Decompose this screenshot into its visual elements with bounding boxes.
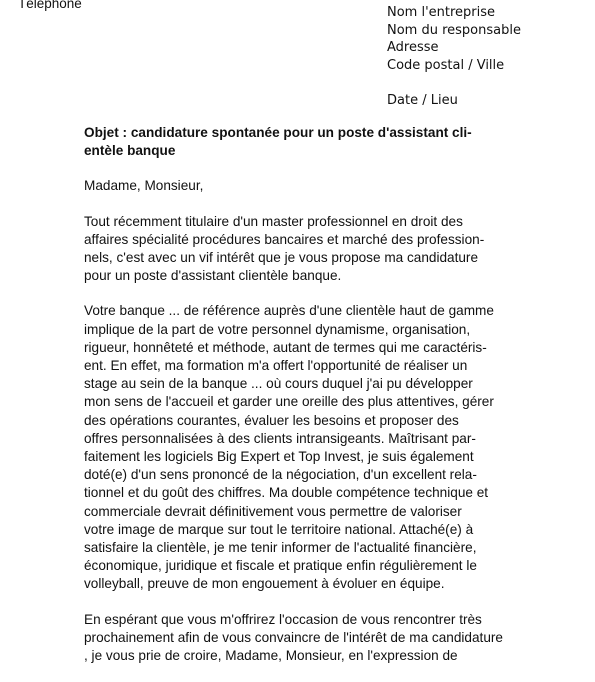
subject-line (84, 124, 514, 160)
text-line: pour un poste d'assistant clientèle banque. (84, 268, 342, 284)
sender-telephone: Téléphone (18, 0, 82, 11)
text-line: mon sens de l'accueil et garder une oreille des plus attentives, gérer (84, 394, 494, 410)
text-line: Votre banque ... de référence auprès d'une clientèle haut de gamme (84, 303, 494, 319)
text-line: tionnel et du goût des chiffres. Ma double compétence technique et (84, 485, 489, 501)
paragraph-closing (84, 611, 514, 666)
text-line: offres personnalisées à des clients intransigeants. Maîtrisant par- (84, 430, 476, 446)
text-line: doté(e) d'un sens prononcé de la négociation, d'un excellent rela- (84, 467, 477, 483)
text-line: votre image de marque sur tout le territoire national. Attaché(e) à (84, 521, 474, 537)
text-line: volleyball, preuve de mon engouement à évoluer en équipe. (84, 576, 445, 592)
text-line: satisfaire la clientèle, je me tenir informer de l'actualité financière, (84, 540, 477, 556)
salutation: Madame, Monsieur, (84, 178, 204, 194)
subject-line-2: entèle banque (84, 143, 176, 159)
paragraph-intro (84, 213, 514, 286)
subject-line-1: Objet : candidature spontanée pour un poste d'assistant cli- (84, 125, 472, 140)
text-line: faitement les logiciels Big Expert et Top Invest, je suis également (84, 449, 474, 465)
text-line: rigueur, honnêteté et méthode, autant de termes qui me caractéris- (84, 339, 487, 355)
text-line: prochainement afin de vous convaincre de l'intérêt de ma candidature (84, 629, 503, 645)
text-line: commerciale devrait définitivement vous permettre de valoriser (84, 503, 462, 519)
text-line: , je vous prie de croire, Madame, Monsieur, en l'expression de (84, 648, 458, 664)
letter-body (84, 124, 514, 682)
sender-block (18, 0, 82, 13)
text-line: stage au sein de la banque ... où cours duquel j'ai pu développer (84, 376, 473, 392)
text-line: Tout récemment titulaire d'un master professionnel en droit des (84, 213, 463, 229)
text-line: des opérations courantes, évaluer les besoins et proposer des (84, 412, 459, 428)
paragraph-motivation (84, 302, 514, 593)
recipient-company: Nom l'entreprise (387, 5, 496, 20)
recipient-postal-city: Code postal / Ville (387, 57, 505, 73)
text-line: En espérant que vous m'offrirez l'occasion de vous rencontrer très (84, 611, 482, 627)
text-line: implique de la part de votre personnel dynamisme, organisation, (84, 321, 471, 337)
text-line: ent. En effet, ma formation m'a offert l'opportunité de réaliser un (84, 358, 468, 374)
recipient-manager: Nom du responsable (387, 22, 521, 38)
text-line: affaires spécialité procédures bancaires et marché des profession- (84, 231, 485, 247)
recipient-block (387, 4, 521, 74)
text-line: économique, juridique et fiscale et pratique enfin régulièrement le (84, 558, 477, 574)
recipient-address: Adresse (387, 40, 439, 56)
text-line: nels, c'est avec un vif intérêt que je vous propose ma candidature (84, 250, 479, 266)
date-place: Date / Lieu (387, 93, 458, 108)
